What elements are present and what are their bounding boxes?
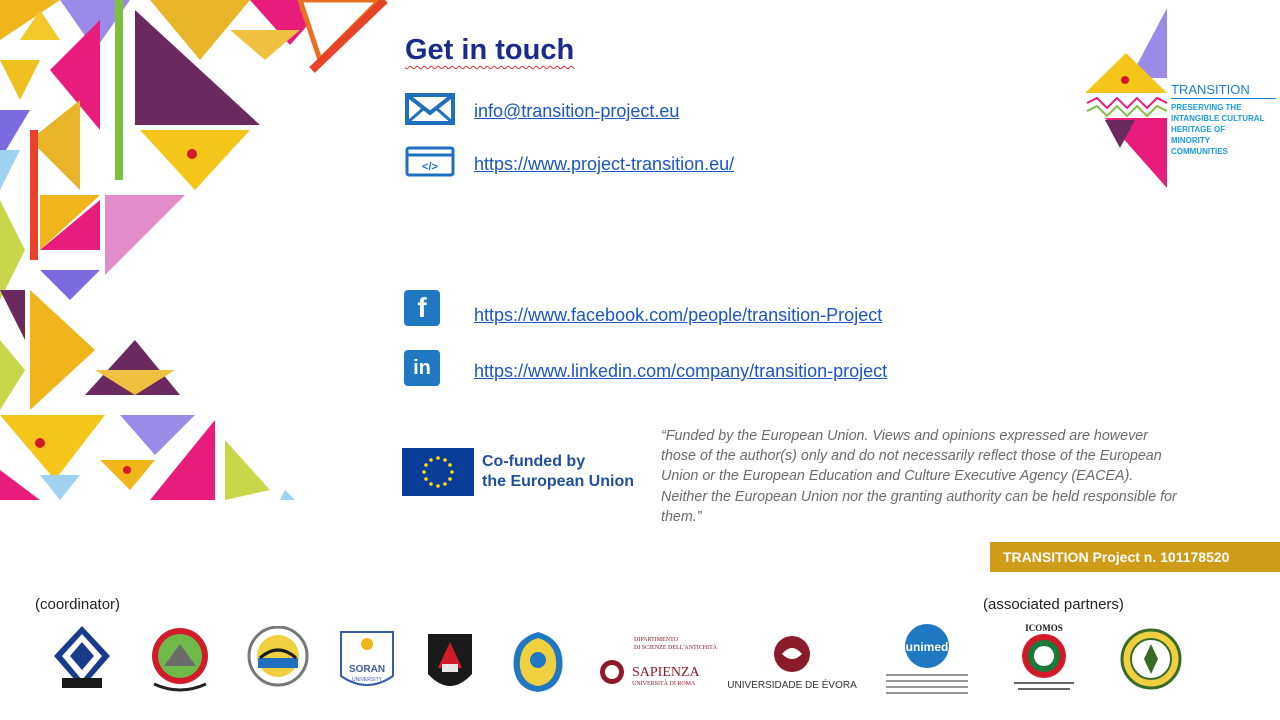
eu-flag-icon [402,448,474,496]
brand-subtitle-line: MINORITY [1171,136,1211,145]
page-title: Get in touch [405,34,575,66]
associated-partner-emblem-logo [1120,628,1182,690]
eu-line-1: Co-funded by [482,453,586,470]
eu-cofunded-label [482,452,652,492]
brand-subtitle-line: COMMUNITIES [1171,147,1228,156]
linkedin-icon: in [404,350,440,386]
universidade-de-evora-logo [728,634,858,692]
icomos-name: ICOMOS [1025,623,1063,633]
sapienza-name: SAPIENZA [632,665,700,680]
linkedin-link[interactable]: https://www.linkedin.com/company/transition-project [474,361,888,381]
sapienza-logo [598,634,718,692]
facebook-icon: f [404,290,440,326]
decorative-triangle-pattern [0,0,390,500]
university-of-halabja-logo [424,628,476,698]
coordinator-label: (coordinator) [35,596,121,613]
sapienza-dept-1: DIPARTIMENTO [634,637,678,643]
evora-name: UNIVERSIDADE DE ÉVORA [728,680,857,691]
university-of-zakho-logo [244,626,312,692]
soran-university-logo [339,630,395,694]
facebook-link[interactable]: https://www.facebook.com/people/transition-Project [474,305,883,325]
university-of-raparin-logo [510,630,566,694]
email-link[interactable]: info@transition-project.eu [474,101,680,121]
unimed-logo [882,622,972,698]
web-browser-icon [405,146,457,180]
associated-partners-label: (associated partners) [983,596,1124,613]
brand-block [1171,82,1276,157]
brand-subtitle-line: HERITAGE OF [1171,125,1226,134]
eu-line-2: the European Union [482,473,634,490]
sapienza-sub: UNIVERSITÀ DI ROMA [632,681,696,687]
soran-sub: UNIVERSITY [351,677,383,683]
university-of-sulaimani-logo [144,626,216,692]
project-number-banner: TRANSITION Project n. 101178520 [990,542,1280,572]
transition-logo-icon [1085,8,1170,188]
brand-title: TRANSITION [1171,82,1276,99]
university-of-duhok-logo [52,624,112,690]
brand-subtitle-line: PRESERVING THE [1171,103,1242,112]
funding-disclaimer: “Funded by the European Union. Views and opinions expressed are however those of the author(s) only and do not necessarily reflect those of the European Union or the European Education and Culture Executive Agency (EACEA). Neither the European Union nor the granting authority can be held responsible for them.” [661,428,1177,525]
unimed-name: unimed [905,640,949,654]
mail-icon [405,93,457,127]
icomos-logo [1006,622,1082,696]
sapienza-dept-2: DI SCIENZE DELL'ANTICHITÀ [634,645,718,651]
website-link[interactable]: https://www.project-transition.eu/ [474,154,735,174]
brand-subtitle [1171,102,1276,157]
svg-text:</>: </> [422,161,438,173]
brand-subtitle-line: INTANGIBLE CULTURAL [1171,114,1265,123]
soran-name: SORAN [348,664,386,675]
